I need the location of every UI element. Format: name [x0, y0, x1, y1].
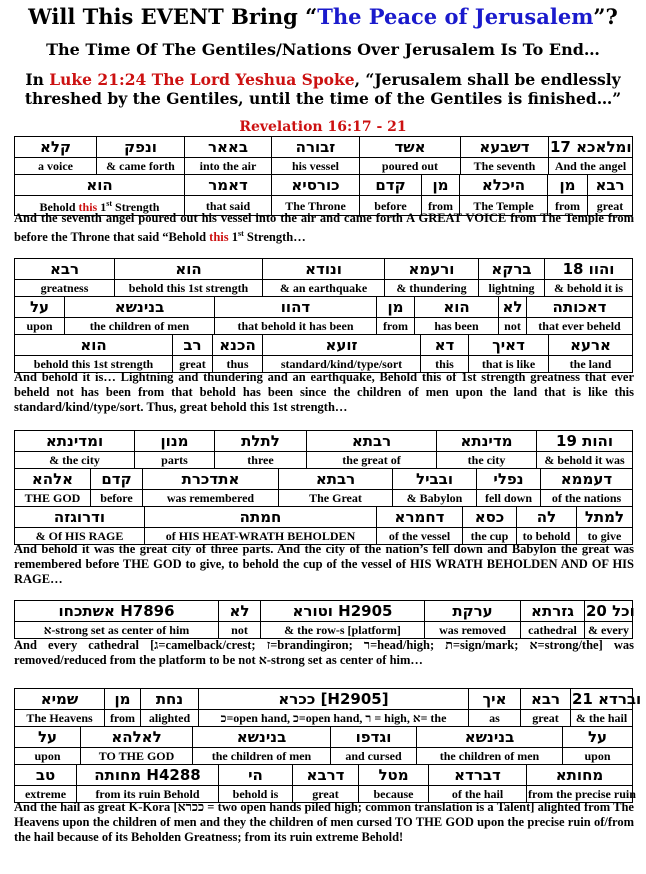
hebrew-word-cell: ערקת: [425, 601, 521, 622]
english-gloss-cell: great: [521, 710, 571, 727]
hebrew-word-cell: דעממא: [541, 469, 633, 490]
verse-18-table-c: [14, 334, 633, 373]
english-gloss-cell: great: [588, 196, 633, 216]
hebrew-word-cell: דאיך: [469, 335, 549, 356]
hebrew-word-cell: וכל 20: [586, 602, 635, 620]
hebrew-word-cell: רבא: [521, 689, 571, 710]
english-gloss-cell: The seventh: [461, 158, 549, 175]
verse-18-table-b: [14, 296, 633, 335]
english-gloss-cell: greatness: [15, 280, 115, 297]
english-gloss-cell: of the nations: [541, 490, 633, 507]
hebrew-word-cell: והות 19: [537, 431, 633, 452]
english-gloss-cell: three: [215, 452, 307, 469]
english-gloss-cell: THE GOD: [15, 490, 91, 507]
verse-number: 17: [550, 138, 571, 156]
hebrew-word-cell: מן: [422, 175, 460, 196]
hebrew-word-cell: ומדינתא: [15, 431, 135, 452]
verse-19-table-b: [14, 468, 633, 507]
hebrew-word-cell: הוא: [115, 259, 263, 280]
english-gloss-cell: before: [91, 490, 143, 507]
hebrew-word-cell: מדינתא: [437, 431, 537, 452]
hebrew-word-cell: אלהא: [15, 469, 91, 490]
hebrew-word-cell: ונודא: [263, 259, 385, 280]
english-gloss-cell: poured out: [360, 158, 461, 175]
english-gloss-cell: the cup: [463, 528, 517, 545]
verse-19-table-c: [14, 506, 633, 545]
english-gloss-cell: from: [105, 710, 141, 727]
english-gloss-cell: not: [219, 622, 261, 639]
hebrew-word-cell: ובביל: [393, 469, 477, 490]
english-gloss-cell: The Throne: [272, 196, 360, 216]
verse-18-table: [14, 258, 633, 297]
hebrew-word-cell: דהוו: [215, 297, 377, 318]
english-gloss-cell: the children of men: [417, 748, 563, 765]
hebrew-word-cell: דרבא: [293, 765, 359, 786]
english-gloss-cell: & every: [585, 622, 633, 639]
verse-17-table: [14, 136, 633, 175]
english-gloss-cell: & behold it is: [545, 280, 633, 297]
verse-21-table-c: [14, 764, 636, 803]
hebrew-word-cell: דאמר: [185, 175, 272, 196]
hebrew-word-cell: לתלת: [215, 431, 307, 452]
hebrew-word-cell: על: [15, 727, 81, 748]
english-gloss-cell: that behold it has been: [215, 318, 377, 335]
hebrew-word-cell: רבתא: [307, 431, 437, 452]
hebrew-word-cell: וגדפו: [331, 727, 417, 748]
english-gloss-cell: his vessel: [272, 158, 360, 175]
english-gloss-cell: great: [173, 356, 213, 373]
hebrew-word-cell: ארעא: [549, 335, 633, 356]
english-gloss-cell: that ever beheld: [527, 318, 633, 335]
verse-20-table: [14, 600, 633, 639]
english-gloss-cell: to behold: [517, 528, 577, 545]
verse-17-table-b: [14, 174, 633, 216]
hebrew-word-cell: מן: [377, 297, 415, 318]
english-gloss-cell: and cursed: [331, 748, 417, 765]
hebrew-word-cell: גזרתא: [521, 601, 585, 622]
hebrew-word-cell: מטל: [359, 765, 429, 786]
english-gloss-cell: & the city: [15, 452, 135, 469]
english-gloss-cell: the great of: [307, 452, 437, 469]
english-gloss-cell: cathedral: [521, 622, 585, 639]
verse-17-paragraph: And the seventh angel poured out his vessel into the air and came forth A GREAT VOICE from The Temple from before the Throne that said “Behold this 1st Strength…: [14, 211, 634, 245]
hebrew-word-cell: הוא: [415, 297, 499, 318]
english-gloss-cell: into the air: [185, 158, 272, 175]
hebrew-word-cell: קדם: [360, 175, 422, 196]
hebrew-word-cell: דא: [421, 335, 469, 356]
english-gloss-cell: behold this 1st strength: [15, 356, 173, 373]
english-gloss-cell: that said: [185, 196, 272, 216]
hebrew-word-cell: אשד: [360, 137, 461, 158]
english-gloss-cell: because: [359, 786, 429, 803]
english-gloss-cell: from: [422, 196, 460, 216]
english-gloss-cell: the city: [437, 452, 537, 469]
verse-21-table: [14, 688, 642, 727]
hebrew-word-cell: ודרוגזה: [15, 507, 145, 528]
english-gloss-cell: the land: [549, 356, 633, 373]
hebrew-word-cell: קלא: [15, 137, 97, 158]
hebrew-word-cell: איך: [469, 689, 521, 710]
hebrew-word-cell: אתדכרת: [143, 469, 279, 490]
hebrew-word-cell: ונפק: [97, 137, 185, 158]
hebrew-word-cell: דברדא: [429, 765, 527, 786]
english-gloss-cell: was removed: [425, 622, 521, 639]
hebrew-word-cell: באאר: [185, 137, 272, 158]
hebrew-word-cell: הוא: [15, 175, 185, 196]
hebrew-word-cell: כורסיא: [272, 175, 360, 196]
hebrew-word-cell: רבתא: [279, 469, 393, 490]
english-gloss-cell: The Heavens: [15, 710, 105, 727]
english-gloss-cell: behold this 1st strength: [115, 280, 263, 297]
english-gloss-cell: lightning: [479, 280, 545, 297]
hebrew-word-cell: וברדא 21: [572, 690, 642, 708]
hebrew-word-cell: שמיא: [15, 689, 105, 710]
english-gloss-cell: And the angel: [549, 158, 633, 175]
hebrew-word-cell: רבא: [15, 259, 115, 280]
hebrew-word-cell: ורעמא: [385, 259, 479, 280]
page-subtitle: The Time Of The Gentiles/Nations Over Jerusalem Is To End…: [46, 40, 600, 59]
english-gloss-cell: The Temple: [460, 196, 548, 216]
hebrew-word-cell: מנון: [135, 431, 215, 452]
hebrew-word-cell: מחותא: [527, 765, 633, 786]
hebrew-word-cell: כסא: [463, 507, 517, 528]
english-gloss-cell: א-strong set as center of him: [15, 622, 219, 639]
hebrew-word-cell: על: [563, 727, 633, 748]
hebrew-word-cell: והוו 18: [545, 259, 633, 280]
english-gloss-cell: & the row-s [platform]: [261, 622, 425, 639]
verse-19-paragraph: And behold it was the great city of three parts. And the city of the nation’s fell down and Babylon the great was remembered before THE GOD to give, to behold the cup of the vessel of HIS WRATH BEHOLDEN AND OF HIS RAGE…: [14, 542, 634, 586]
english-gloss-cell: alighted: [141, 710, 199, 727]
hebrew-word-cell: מחותה H4288: [77, 765, 219, 786]
hebrew-word-cell: היכלא: [460, 175, 548, 196]
english-gloss-cell: upon: [563, 748, 633, 765]
hebrew-word-cell: קדם: [91, 469, 143, 490]
english-gloss-cell: to give: [577, 528, 633, 545]
hebrew-word-cell: לאלהא: [81, 727, 193, 748]
english-gloss-cell: כ=open hand, כ=open hand, ר = high, א= the: [199, 710, 469, 727]
english-gloss-cell: was remembered: [143, 490, 279, 507]
hebrew-word-cell: נפלי: [477, 469, 541, 490]
verse-19-table: [14, 430, 633, 469]
hebrew-word-cell: דשבעא: [461, 137, 549, 158]
verse-21-paragraph: And the hail as great K-Kora [ככרא = two open hands piled high; common translation is a Talent] alighted from The Heavens upon the children of men and they the children of men cursed TO THE GOD upon the precise ruin of/from the hail because of its Beholden Greatness; from its ruin extreme Behold!: [14, 800, 634, 844]
hebrew-word-cell: נחת: [141, 689, 199, 710]
english-gloss-cell: before: [360, 196, 422, 216]
hebrew-word-cell: אשתכחו H7896: [15, 601, 219, 622]
english-gloss-cell: & Babylon: [393, 490, 477, 507]
english-gloss-cell: upon: [15, 748, 81, 765]
hebrew-word-cell: לה: [517, 507, 577, 528]
hebrew-word-cell: דחמרא: [377, 507, 463, 528]
page-title: Will This EVENT Bring “The Peace of Jerusalem”?: [28, 4, 618, 29]
english-gloss-cell: Behold this 1st Strength: [15, 196, 185, 216]
hebrew-word-cell: טב: [15, 765, 77, 786]
intro-quote: In Luke 21:24 The Lord Yeshua Spoke, “Jerusalem shall be endlessly threshed by the Gentiles, until the time of the Gentiles is finished…”: [24, 70, 622, 108]
hebrew-word-cell: בנינשא: [193, 727, 331, 748]
english-gloss-cell: from: [548, 196, 588, 216]
english-gloss-cell: & the hail: [571, 710, 633, 727]
verse-20-paragraph: And every cathedral [ג=camelback/crest; ז=brandingiron; ר=head/high; ת=sign/mark; א=strong/the] was removed/reduced from the platform to be not א-strong set as center of him…: [14, 638, 634, 667]
english-gloss-cell: from its ruin Behold: [77, 786, 219, 803]
title-highlight: The Peace of Jerusalem: [317, 4, 594, 29]
english-gloss-cell: of the hail: [429, 786, 527, 803]
verse-21-table-b: [14, 726, 633, 765]
english-gloss-cell: The Great: [279, 490, 393, 507]
hebrew-word-cell: רב: [173, 335, 213, 356]
hebrew-word-cell: מן: [105, 689, 141, 710]
hebrew-word-cell: לא: [219, 601, 261, 622]
english-gloss-cell: of the vessel: [377, 528, 463, 545]
english-gloss-cell: extreme: [15, 786, 77, 803]
hebrew-word-cell: בנינשא: [417, 727, 563, 748]
verse-18-paragraph: And behold it is… Lightning and thundering and an earthquake, Behold this of 1st strength greatness that ever beheld not has been from that behold has been since the children of men upon the land that is like this standard/kind/type/sort. Thus, great behold this 1st strength…: [14, 370, 634, 414]
english-gloss-cell: TO THE GOD: [81, 748, 193, 765]
hebrew-word-cell: בנינשא: [65, 297, 215, 318]
english-gloss-cell: & behold it was: [537, 452, 633, 469]
english-gloss-cell: not: [499, 318, 527, 335]
english-gloss-cell: & an earthquake: [263, 280, 385, 297]
hebrew-word-cell: לא: [499, 297, 527, 318]
english-gloss-cell: the children of men: [65, 318, 215, 335]
english-gloss-cell: that is like: [469, 356, 549, 373]
english-gloss-cell: & Of HIS RAGE: [15, 528, 145, 545]
english-gloss-cell: & came forth: [97, 158, 185, 175]
hebrew-word-cell: רבא: [588, 175, 633, 196]
hebrew-word-cell: דאכותה: [527, 297, 633, 318]
hebrew-word-cell: חמתה: [145, 507, 377, 528]
english-gloss-cell: thus: [213, 356, 263, 373]
english-gloss-cell: parts: [135, 452, 215, 469]
english-gloss-cell: fell down: [477, 490, 541, 507]
english-gloss-cell: standard/kind/type/sort: [263, 356, 421, 373]
english-gloss-cell: & thundering: [385, 280, 479, 297]
hebrew-word-cell: מן: [548, 175, 588, 196]
hebrew-word-cell: זבורה: [272, 137, 360, 158]
hebrew-word-cell: למתל: [577, 507, 633, 528]
english-gloss-cell: great: [293, 786, 359, 803]
hebrew-word-cell: הוא: [15, 335, 173, 356]
hebrew-word-cell: וטורא H2905: [261, 601, 425, 622]
english-gloss-cell: from the precise ruin: [528, 787, 636, 801]
english-gloss-cell: a voice: [15, 158, 97, 175]
hebrew-word-cell: ומלאכא 17: [550, 138, 632, 156]
hebrew-word-cell: זועא: [263, 335, 421, 356]
hebrew-word-cell: הי: [219, 765, 293, 786]
english-gloss-cell: this: [421, 356, 469, 373]
scripture-reference: Revelation 16:17 - 21: [239, 119, 407, 135]
hebrew-word-cell: ברקא: [479, 259, 545, 280]
english-gloss-cell: upon: [15, 318, 65, 335]
english-gloss-cell: the children of men: [193, 748, 331, 765]
english-gloss-cell: of HIS HEAT-WRATH BEHOLDEN: [145, 528, 377, 545]
english-gloss-cell: as: [469, 710, 521, 727]
english-gloss-cell: behold is: [219, 786, 293, 803]
hebrew-word-cell: ככרא [H2905]: [199, 689, 469, 710]
english-gloss-cell: from: [377, 318, 415, 335]
hebrew-word-cell: על: [15, 297, 65, 318]
hebrew-word-cell: הכנא: [213, 335, 263, 356]
english-gloss-cell: has been: [415, 318, 499, 335]
